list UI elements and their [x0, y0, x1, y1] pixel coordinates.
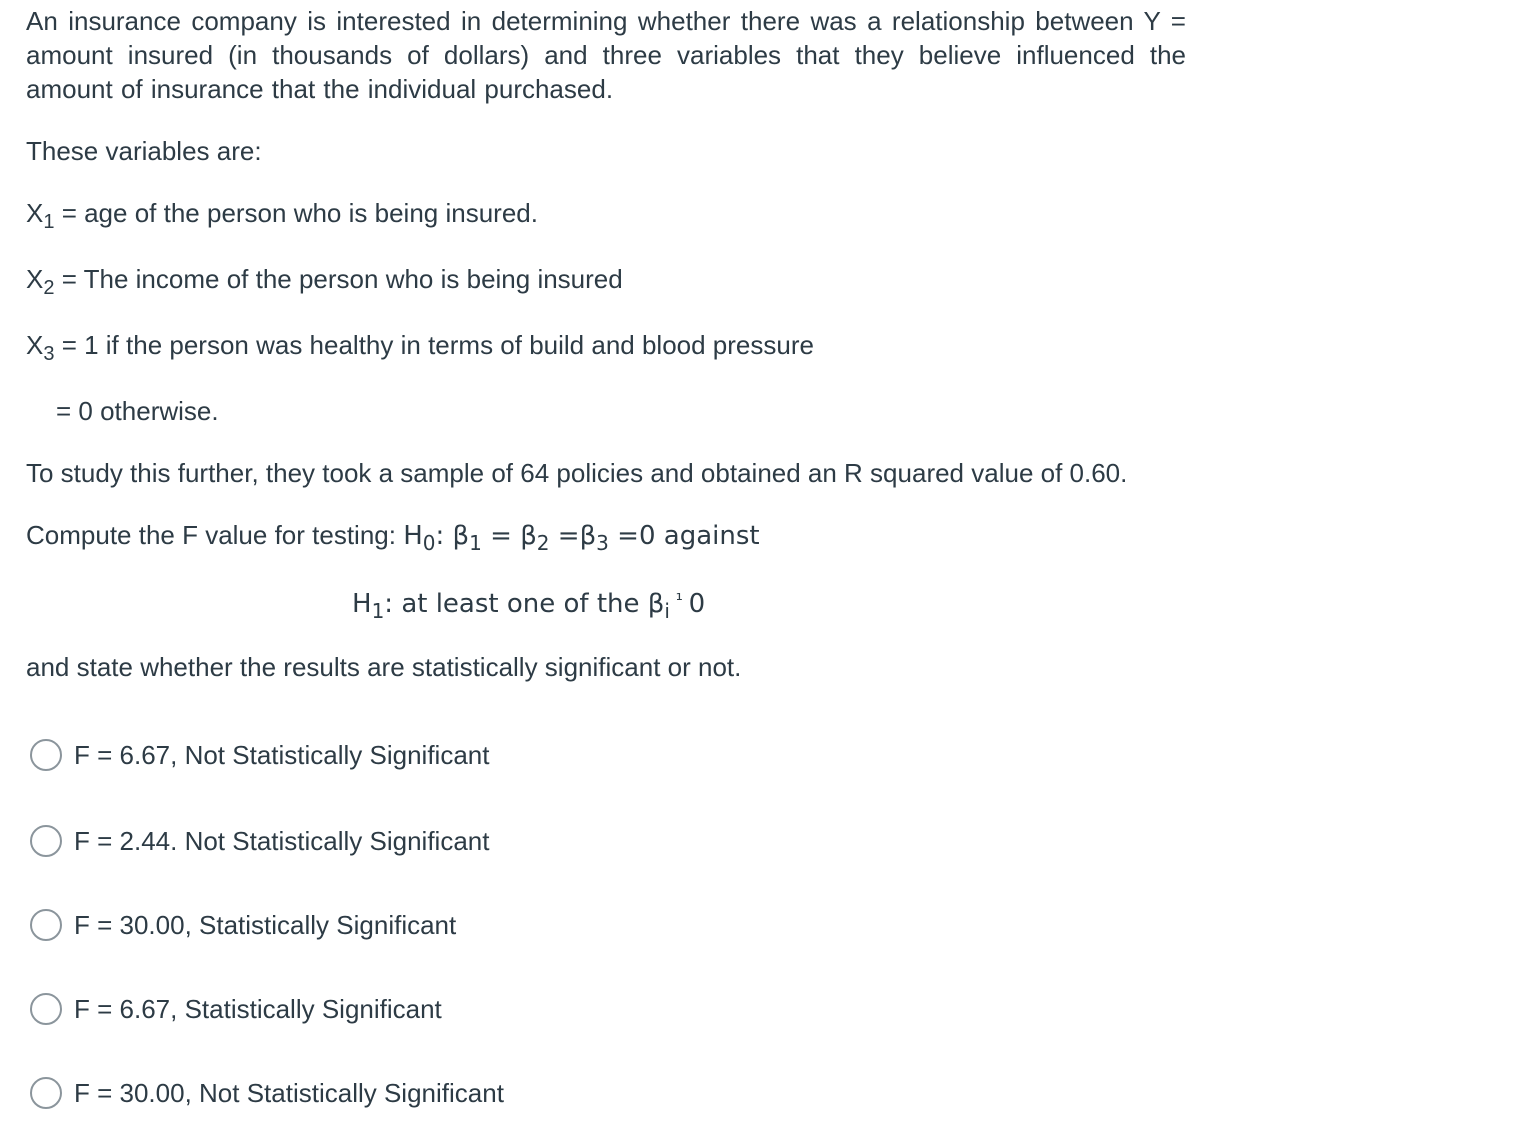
h0-symbol: H — [403, 521, 423, 551]
radio-button-3[interactable] — [30, 909, 62, 941]
h1-subscript: 1 — [371, 599, 385, 623]
answer-label-2[interactable]: F = 2.44. Not Statistically Significant — [74, 825, 490, 856]
x1-definition: = age of the person who is being insured. — [54, 198, 538, 228]
radio-button-2[interactable] — [30, 825, 62, 857]
answer-option-3[interactable] — [30, 903, 456, 947]
h1-zero: 0 — [688, 589, 706, 619]
variables-heading: These variables are: — [26, 136, 262, 166]
beta3-subscript: 3 — [596, 531, 609, 555]
beta-i-symbol: β — [647, 589, 665, 619]
answer-label-5[interactable]: F = 30.00, Not Statistically Significant — [74, 1077, 504, 1108]
beta-i-subscript: i — [664, 599, 670, 623]
question-intro: An insurance company is interested in determining whether there was a relationship between Y = amount insured (in thousands of dollars) and three variables that they believe influenced the amount of insurance that the individual purchased. — [26, 6, 1186, 104]
h1-symbol: H — [352, 589, 372, 619]
x1-symbol: X — [26, 198, 44, 228]
h0-colon: : — [435, 521, 453, 551]
answer-label-1[interactable]: F = 6.67, Not Statistically Significant — [74, 739, 490, 770]
sample-statement: To study this further, they took a sample of 64 policies and obtained an R squared value of 0.60. — [26, 458, 1128, 488]
h1-text: : at least one of the — [384, 589, 648, 619]
not-equal-symbol: ¹ — [669, 590, 689, 611]
x2-subscript: 2 — [43, 277, 55, 299]
radio-button-5[interactable] — [30, 1077, 62, 1109]
x2-symbol: X — [26, 264, 44, 294]
radio-button-4[interactable] — [30, 993, 62, 1025]
answer-option-4[interactable] — [30, 987, 442, 1031]
x1-subscript: 1 — [43, 211, 55, 233]
beta3-symbol: β — [579, 521, 597, 551]
conclusion-statement: and state whether the results are statistically significant or not. — [26, 652, 742, 682]
x3-symbol: X — [26, 330, 44, 360]
x2-definition: = The income of the person who is being insured — [54, 264, 623, 294]
x3-definition: = 1 if the person was healthy in terms of build and blood pressure — [54, 330, 814, 360]
radio-button-1[interactable] — [30, 739, 62, 771]
variable-x3 — [26, 328, 814, 365]
compute-prefix: Compute the F value for testing: — [26, 520, 404, 550]
answer-label-4[interactable]: F = 6.67, Statistically Significant — [74, 993, 442, 1024]
question-text — [26, 0, 1186, 682]
answer-option-1[interactable] — [30, 733, 489, 777]
equals-2: = — [549, 521, 580, 551]
h0-tail: =0 against — [608, 521, 760, 551]
answer-label-3[interactable]: F = 30.00, Statistically Significant — [74, 909, 457, 940]
beta2-subscript: 2 — [536, 531, 550, 555]
x3-subscript: 3 — [43, 343, 55, 365]
beta2-symbol: β — [520, 521, 537, 551]
hypothesis-h1 — [352, 584, 705, 621]
equals-1: = — [481, 521, 521, 551]
beta1-symbol: β — [452, 521, 470, 551]
variable-x3-otherwise: = 0 otherwise. — [56, 396, 219, 426]
answer-option-2[interactable] — [30, 819, 489, 863]
variable-x2 — [26, 262, 623, 299]
variable-x1 — [26, 196, 538, 233]
hypothesis-h0 — [26, 518, 760, 553]
h0-subscript: 0 — [422, 531, 436, 555]
beta1-subscript: 1 — [469, 531, 482, 555]
answer-option-5[interactable] — [30, 1071, 504, 1115]
